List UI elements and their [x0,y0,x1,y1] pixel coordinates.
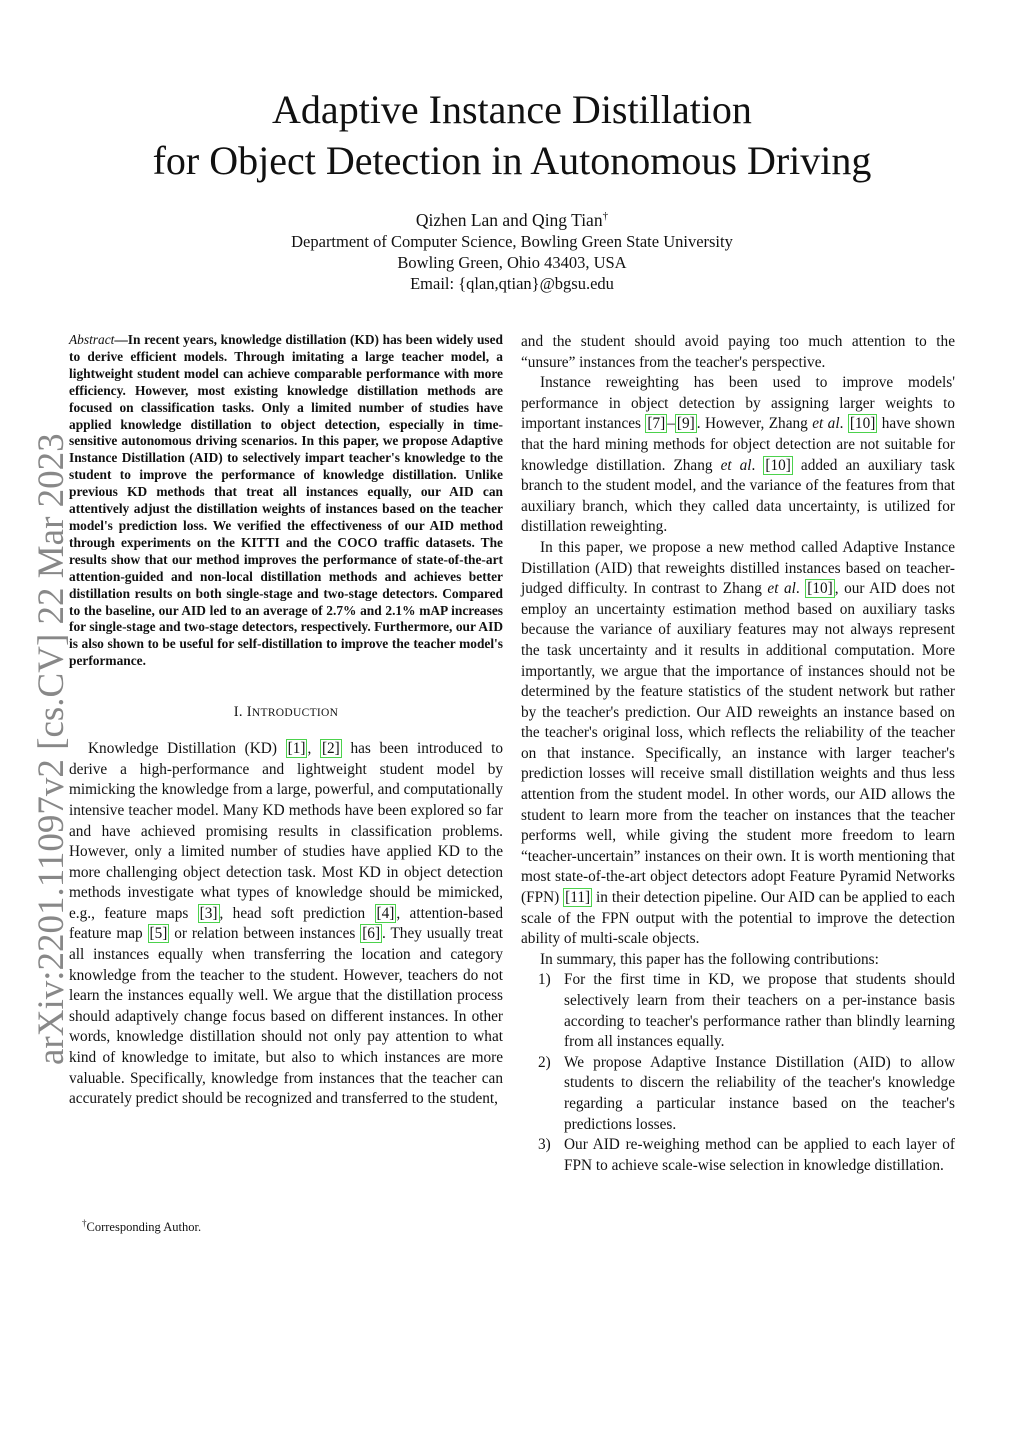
affiliation-line-2: Bowling Green, Ohio 43403, USA [397,252,627,272]
contributions-list [521,970,955,1176]
citation-link[interactable]: [10] [765,456,791,474]
citation-link[interactable]: [5] [149,925,168,943]
author-names [0,206,1024,231]
citation-link[interactable]: [10] [807,580,833,598]
text-run: , [307,740,320,758]
abstract [69,332,503,670]
et-al: et al [720,456,752,474]
affiliation-line-1: Department of Computer Science, Bowling Green State University [291,231,733,251]
text-run: , attention-based feature map [69,904,503,943]
list-item [521,970,955,1052]
reweighting-paragraph [521,373,955,538]
citation-link[interactable]: [2] [321,740,340,758]
intro-paragraph-1 [69,739,503,1110]
footnote-mark: † [82,1218,87,1228]
citation-link[interactable]: [4] [376,904,395,922]
proposal-paragraph [521,538,955,950]
text-run: . [839,415,848,433]
text-run: have shown that the hard mining methods for object detection are not suitable for knowledge distillation. Zhang [521,415,955,474]
text-run: In this paper, we propose a new method called Adaptive Instance Distillation (AID) that reweights distilled instances based on teacher-judged difficulty. In contrast to Zhang [521,538,955,598]
list-item-number: 2) [538,1053,551,1071]
text-run: – [667,415,675,433]
text-run: in their detection pipeline. Our AID can be applied to each scale of the FPN output with the potential to improve the detection ability of multi-scale objects. [521,889,955,948]
text-run: , head soft prediction [219,904,375,922]
continued-paragraph: and the student should avoid paying too much attention to the “unsure” instances from the teacher's perspective. [521,333,955,371]
left-column [69,332,503,1110]
section-title-rest: NTRODUCTION [251,707,339,720]
text-run: , our AID does not employ an uncertainty estimation method based on auxiliary tasks because the variance of auxiliary features may not always represent the task uncertainty and it results in additional computation. More importantly, we argue that the importance of instances should not be determined by the feature statistics of the student network but rather by the teacher's prediction. Our AID reweights an instance based on the teacher's original loss, which reflects the reliability of the teacher on that instance. Specifically, an instance with larger teacher's prediction losses will receive small distillation weights and thus less attention from the student model. In other words, our AID allows the student to learn more from the teacher on instances that the teacher performs well, while giving the student more freedom to learn “teacher-uncertain” instances on their own. It is worth mentioning that most state-of-the-art object detectors adopt Feature Pyramid Networks (FPN) [521,580,955,907]
footnote-text: Corresponding Author. [86,1220,202,1235]
citation-link[interactable]: [7] [647,415,666,433]
section-heading-introduction [69,704,503,721]
footnote [82,1218,201,1235]
et-al: et al [767,580,796,598]
citation-link[interactable]: [1] [287,740,306,758]
abstract-text: —In recent years, knowledge distillation (KD) has been widely used to derive efficient models. Through imitating a large teacher model, a lightweight student model can achieve comparable performance with more efficiency. However, most existing knowledge distillation methods are focused on classification tasks. Only a limited number of studies have applied knowledge distillation to object detection, especially in time-sensitive autonomous driving scenarios. In this paper, we propose Adaptive Instance Distillation (AID) to selectively impart teacher's knowledge to the student to improve the performance of knowledge distillation. Unlike previous KD methods that treat all instances equally, our AID can attentively adjust the distillation weights of instances based on the teacher model's prediction loss. We verified the effectiveness of our AID method through experiments on the KITTI and the COCO traffic datasets. The results show that our method improves the performance of state-of-the-art attention-guided and non-local distillation methods and achieves better distillation results on both single-stage and two-stage detectors. Compared to the baseline, our AID led to an average of 2.7% and 2.1% mAP increases for single-stage and two-stage detectors, respectively. Furthermore, our AID is also shown to be useful for self-distillation to improve the teacher model's performance. [69,332,503,669]
authors-text: Qizhen Lan and Qing Tian [415,209,603,230]
section-number: I. [233,704,243,721]
list-item-text: We propose Adaptive Instance Distillation (AID) to allow students to discern the reliability of the teacher's knowledge regarding a particular instance based on the teacher's predictions losses. [564,1053,955,1133]
text-run: . [795,580,806,598]
citation-link[interactable]: [9] [676,415,695,433]
list-item-number: 3) [538,1136,551,1154]
et-al: et al [812,415,840,433]
text-run: . They usually treat all instances equally when transferring the location and category knowledge from the teacher to the student. However, teachers do not learn the instances equally well. We argue that the distillation process should adaptively change focus based on different instances. In other words, knowledge distillation should not only pay attention to what kind of knowledge to imitate, but also to which instances are more valuable. Specifically, knowledge from instances that the teacher can accurately predict should be recognized and transferred to the student, [69,925,503,1108]
title-line-2: for Object Detection in Autonomous Driving [152,138,872,183]
abstract-label: Abstract [69,332,115,347]
list-item-number: 1) [538,971,551,989]
author-block [0,206,1024,294]
arxiv-identifier: arXiv:2201.11097v2 [cs.CV] 22 Mar 2023 [31,433,72,1065]
paper-title [80,84,944,186]
dagger-mark: † [602,210,609,222]
text-run: Knowledge Distillation (KD) [88,740,286,758]
email-line: Email: {qlan,qtian}@bgsu.edu [410,273,614,293]
list-item-text: For the first time in KD, we propose that students should selectively learn from their teachers on a per-instance basis according to teacher's performance rather than blindly learning from all instances equally. [564,971,955,1051]
title-line-1: Adaptive Instance Distillation [272,87,752,132]
list-item [521,1135,955,1176]
citation-link[interactable]: [10] [849,415,876,433]
summary-paragraph: In summary, this paper has the following contributions: [540,950,879,968]
list-item [521,1053,955,1135]
section-title-first-letter: I [246,704,252,721]
citation-link[interactable]: [6] [362,925,381,943]
list-item-text: Our AID re-weighing method can be applied to each layer of FPN to achieve scale-wise selection in knowledge distillation. [564,1136,955,1174]
text-run: has been introduced to derive a high-performance and lightweight student model by mimicking the knowledge from a large, powerful, and computationally intensive teacher model. Many KD methods have been explored so far and have achieved promising results in classification problems. However, only a limited number of studies have applied KD to the more challenging object detection task. Most KD in object detection methods investigate what types of knowledge should be mimicked, e.g., feature maps [69,740,503,922]
text-run: Instance reweighting has been used to improve models' performance in object detection by assigning larger weights to important instances [521,374,955,433]
right-column [521,332,955,1176]
text-run: or relation between instances [169,925,361,943]
text-run: added an auxiliary task branch to the student model, and the variance of the features from that auxiliary branch, which they called data uncertainty, is utilized for distillation reweighting. [521,456,955,536]
text-run: . [751,456,764,474]
text-run: . However, Zhang [696,415,813,433]
citation-link[interactable]: [3] [199,904,218,922]
citation-link[interactable]: [11] [565,889,591,907]
